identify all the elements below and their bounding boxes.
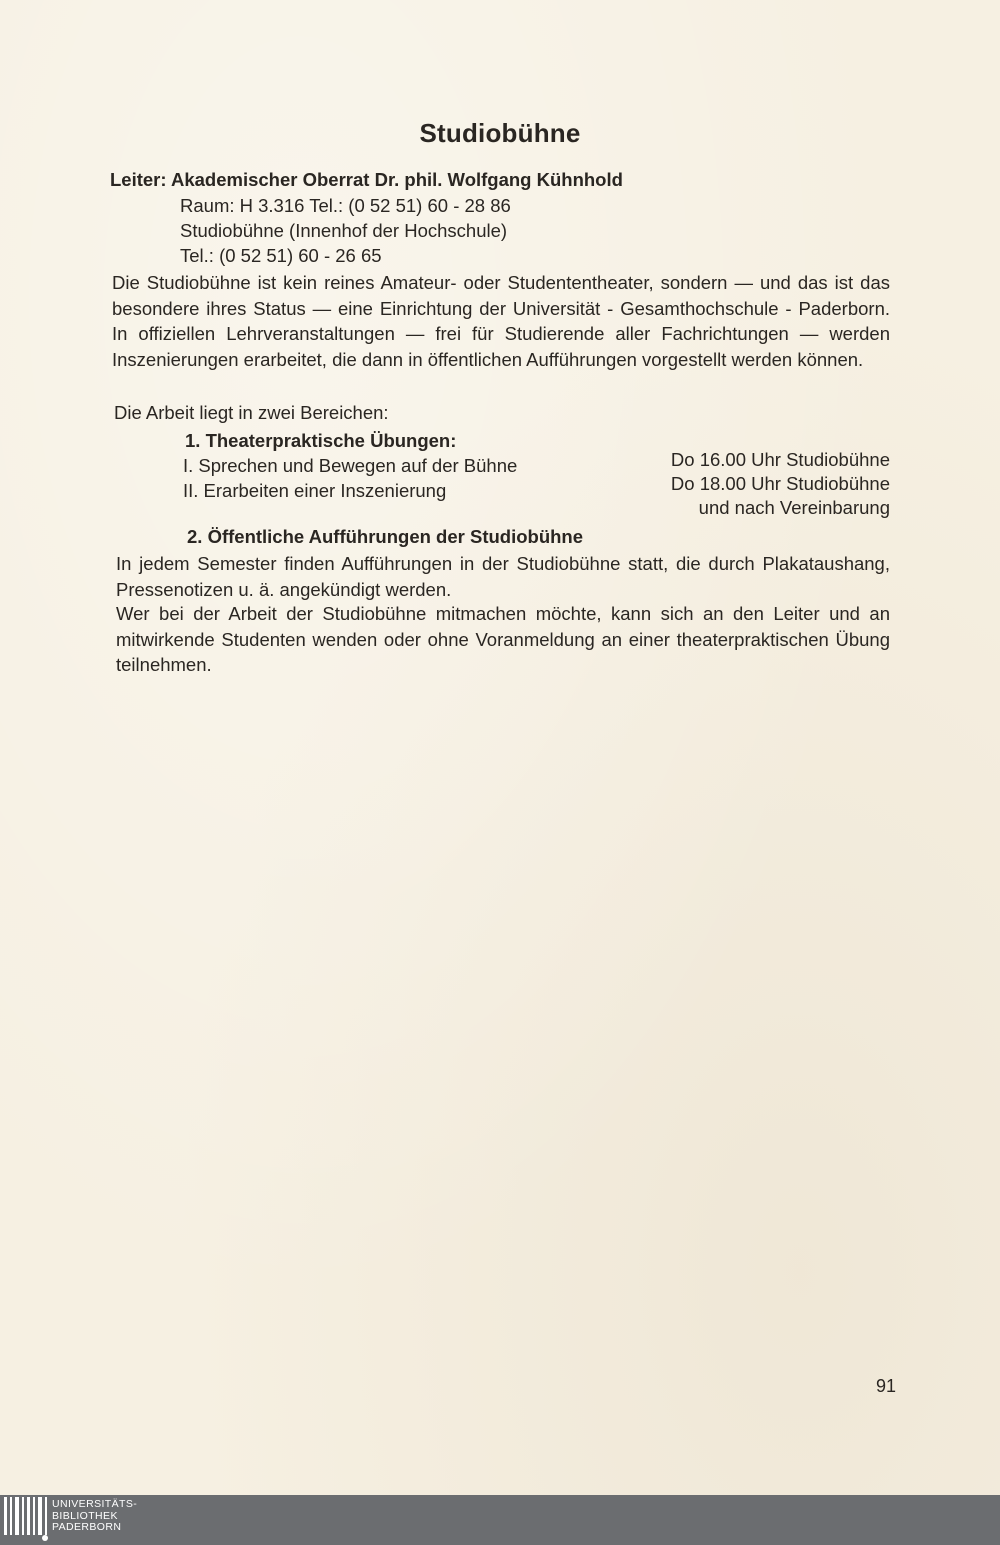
section2-paragraph: Wer bei der Arbeit der Studiobühne mitmachen möchte, kann sich an den Leiter und an mitwirkende Studenten wenden oder ohne Voranmeldung an einer theaterpraktischen Übung teilnehmen. [116,603,890,675]
intro-paragraph: Die Studiobühne ist kein reines Amateur- oder Studententheater, sondern — und das ist das besondere ihres Status — eine Einrichtung der Universität - Gesamthochschule - Paderborn. In offiziellen Lehrveranstaltungen — frei für Studierende aller Fachrichtungen — werden Inszenierungen erarbeitet, die dann in öffentlichen Aufführungen vorgestellt werden können. [112,272,890,370]
library-name-line: BIBLIOTHEK [52,1509,118,1522]
page-number: 91 [876,1376,897,1396]
section1-heading: 1. Theaterpraktische Übungen: [185,430,457,451]
library-footer-bar [0,1495,1000,1545]
schedule-line: Do 18.00 Uhr Studiobühne [670,473,890,494]
section1-item-label: II. Erarbeiten einer Inszenierung [183,480,447,501]
areas-intro: Die Arbeit liegt in zwei Bereichen: [114,402,389,423]
section2-heading: 2. Öffentliche Aufführungen der Studiobühne [187,526,584,547]
library-name [52,1499,137,1534]
section1-schedule [671,448,890,520]
leiter-line: Leiter: Akademischer Oberrat Dr. phil. Wolfgang Kühnhold [110,169,623,190]
page-title: Studiobühne [419,118,581,148]
library-name-line: PADERBORN [52,1521,122,1533]
contact-phone: Tel.: (0 52 51) 60 - 26 65 [180,245,382,266]
schedule-line: Do 16.00 Uhr Studiobühne [670,449,890,470]
section2-paragraph: In jedem Semester finden Aufführungen in der Studiobühne statt, die durch Plakataushang, Pressenotizen u. ä. angekündigt werden. [116,553,890,600]
library-name-line: UNIVERSITÄTS- [52,1498,138,1510]
section1-item-label: I. Sprechen und Bewegen auf der Bühne [183,455,518,476]
contact-location: Studiobühne (Innenhof der Hochschule) [180,220,508,241]
contact-room-phone: Raum: H 3.316 Tel.: (0 52 51) 60 - 28 86 [180,195,511,216]
schedule-line: und nach Vereinbarung [698,497,890,518]
